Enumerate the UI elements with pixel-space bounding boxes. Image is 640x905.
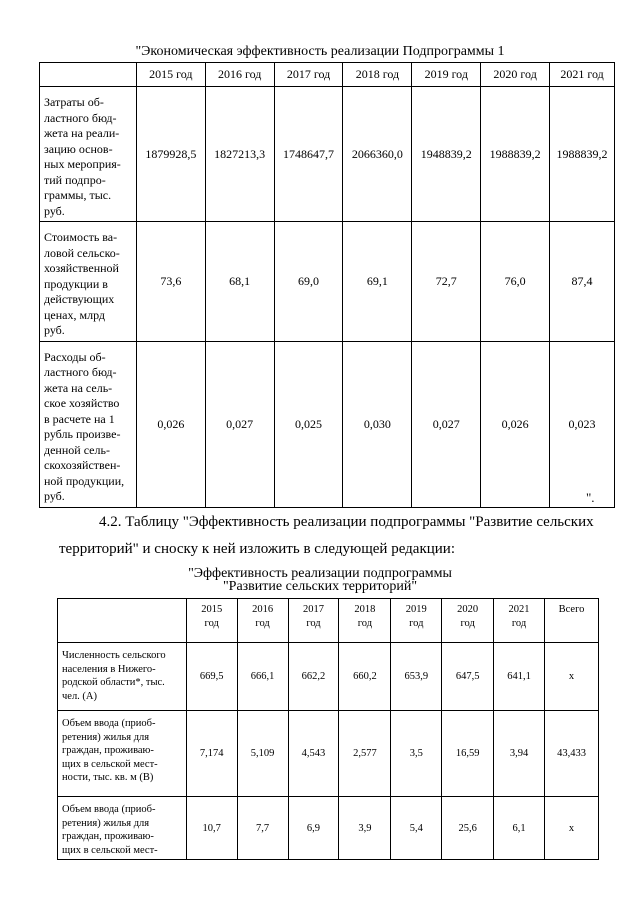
table-cell: 6,9 (288, 797, 339, 860)
table-cell: 0,027 (205, 341, 274, 507)
table1-year-header: 2019 год (412, 63, 481, 87)
table-cell: 0,027 (412, 341, 481, 507)
table1-year-header: 2017 год (274, 63, 343, 87)
table-cell: 16,59 (442, 711, 494, 797)
row-label: Объем ввода (приоб- ретения) жилья для граждан, проживаю- щих в сельской мест- ности, тыс. кв. м (В) (58, 711, 187, 797)
table-cell: х (545, 797, 599, 860)
table-cell: 3,94 (494, 711, 545, 797)
table-cell: 68,1 (205, 222, 274, 342)
table1-year-header: 2021 год (550, 63, 615, 87)
table-cell: 25,6 (442, 797, 494, 860)
table2-year-header: 2017 год (288, 599, 339, 643)
amendment-paragraph-line2: территорий" и сноску к ней изложить в следующей редакции: (59, 541, 455, 557)
table2-row-housing-volume-2 (58, 797, 599, 860)
table-cell: 3,5 (391, 711, 442, 797)
table-cell: 1879928,5 (136, 87, 205, 222)
table-cell: 7,7 (237, 797, 288, 860)
table2-year-header: 2019 год (391, 599, 442, 643)
table1-year-header: 2018 год (343, 63, 412, 87)
table-cell: 662,2 (288, 643, 339, 711)
table-cell: 87,4 (550, 222, 615, 342)
table-cell: 76,0 (481, 222, 550, 342)
table-cell: 72,7 (412, 222, 481, 342)
table-cell: 2066360,0 (343, 87, 412, 222)
table-cell: 1948839,2 (412, 87, 481, 222)
table-cell: 653,9 (391, 643, 442, 711)
table-cell: 666,1 (237, 643, 288, 711)
row-label: Численность сельского населения в Нижего- родской области*, тыс. чел. (А) (58, 643, 187, 711)
table-cell: 10,7 (186, 797, 237, 860)
row-label: Затраты об- ластного бюд- жета на реали- зацию основ- ных мероприя- тий подпро- граммы, тыс. руб. (40, 87, 137, 222)
table1-year-header: 2016 год (205, 63, 274, 87)
table2-year-header: 2016 год (237, 599, 288, 643)
table1-year-header: 2015 год (136, 63, 205, 87)
table2-year-header: 2021 год (494, 599, 545, 643)
table-cell: 43,433 (545, 711, 599, 797)
table2-header-empty (58, 599, 187, 643)
table-cell: 5,109 (237, 711, 288, 797)
table-cell: 2,577 (339, 711, 391, 797)
table-cell: 4,543 (288, 711, 339, 797)
table-cell: 6,1 (494, 797, 545, 860)
table-cell: 73,6 (136, 222, 205, 342)
table2-year-header: 2018 год (339, 599, 391, 643)
table-cell: 5,4 (391, 797, 442, 860)
table-cell: 69,1 (343, 222, 412, 342)
table-cell: 1748647,7 (274, 87, 343, 222)
table1-caption: "Экономическая эффективность реализации Подпрограммы 1 (135, 44, 505, 59)
table1-row-gross-output (40, 222, 615, 342)
table1-year-header: 2020 год (481, 63, 550, 87)
table2-row-housing-volume (58, 711, 599, 797)
table-cell: 0,025 (274, 341, 343, 507)
table-cell: 69,0 (274, 222, 343, 342)
row-label: Стоимость ва- ловой сельско- хозяйственной продукции в действующих ценах, млрд руб. (40, 222, 137, 342)
table-cell: 3,9 (339, 797, 391, 860)
economic-efficiency-table (39, 62, 615, 508)
table-cell: 0,026 (136, 341, 205, 507)
table1-closing-quote: ". (586, 490, 595, 505)
table2-row-population (58, 643, 599, 711)
rural-development-efficiency-table (57, 598, 599, 860)
table2-caption-line1: "Эффективность реализации подпрограммы (188, 566, 452, 581)
row-label: Объем ввода (приоб- ретения) жилья для граждан, проживаю- щих в сельской мест- (58, 797, 187, 860)
table-cell: 660,2 (339, 643, 391, 711)
table-cell: 0,023 (550, 341, 615, 507)
table2-year-header: 2015 год (186, 599, 237, 643)
table1-header-empty (40, 63, 137, 87)
amendment-paragraph-line1: 4.2. Таблицу "Эффективность реализации подпрограммы "Развитие сельских (99, 514, 594, 530)
table-cell: 647,5 (442, 643, 494, 711)
table2-total-header: Всего (545, 599, 599, 643)
table-cell: 0,030 (343, 341, 412, 507)
row-label: Расходы об- ластного бюд- жета на сель- ское хозяйство в расчете на 1 рубль произве- денной сель- скохозяйствен- ной продукции, руб. (40, 341, 137, 507)
table-cell: 1988839,2 (550, 87, 615, 222)
table2-year-header: 2020 год (442, 599, 494, 643)
table2-header-row (58, 599, 599, 643)
table-cell: 7,174 (186, 711, 237, 797)
table1-header-row (40, 63, 615, 87)
table-cell: 1988839,2 (481, 87, 550, 222)
table1-row-spending-per-ruble (40, 341, 615, 507)
table-cell: 1827213,3 (205, 87, 274, 222)
table-cell: 641,1 (494, 643, 545, 711)
table-cell: 669,5 (186, 643, 237, 711)
table-cell: х (545, 643, 599, 711)
table1-row-expenses (40, 87, 615, 222)
table-cell: 0,026 (481, 341, 550, 507)
table2-caption-line2: "Развитие сельских территорий" (222, 579, 418, 594)
